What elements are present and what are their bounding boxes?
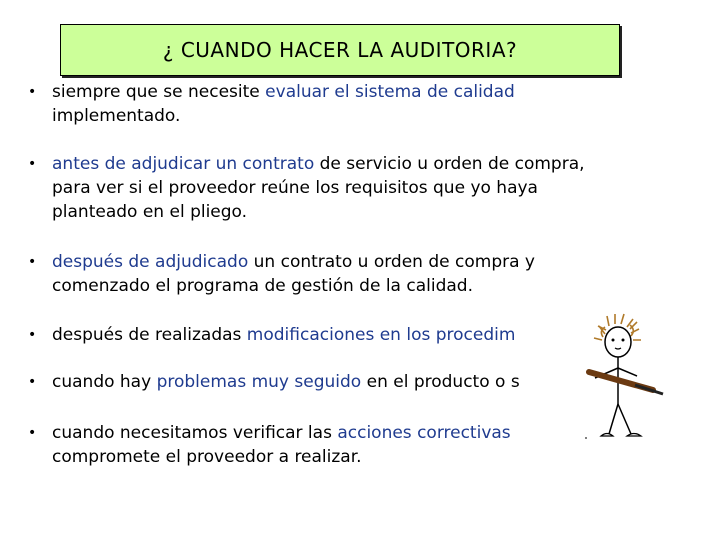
bullet-highlight-segment: modificaciones en los procedim (246, 325, 516, 345)
bullet-continuation: planteado en el pliego. (52, 202, 248, 222)
bullet-icon: • (28, 84, 37, 100)
bullet-continuation: comenzado el programa de gestión de la calidad. (52, 276, 473, 296)
bullet-continuation: implementado. (52, 106, 181, 126)
bullet-text-segment: después de realizadas (52, 325, 247, 345)
bullet-text-segment: un contrato u orden de compra y (248, 252, 535, 272)
bullet-text-segment: cuando necesitamos verificar las (52, 423, 338, 443)
bullet-icon: • (28, 425, 37, 441)
bullet-highlight-segment: evaluar el sistema de calidad (265, 82, 515, 102)
page-title: ¿ CUANDO HACER LA AUDITORIA? (162, 38, 518, 62)
bullet-icon: • (28, 254, 37, 270)
bullet-highlight-segment: acciones correctivas (337, 423, 511, 443)
bullet-text-segment: cuando hay (52, 372, 157, 392)
bullet-icon: • (28, 374, 37, 390)
bullet-icon: • (28, 327, 37, 343)
bullet-text-segment: en el producto o s (361, 372, 520, 392)
bullet-text-segment: de servicio u orden de compra, (314, 154, 585, 174)
title-box (60, 24, 620, 76)
stick-figure-with-rifle-icon (575, 312, 670, 444)
bullet-text-segment: siempre que se necesite (52, 82, 266, 102)
bullet-continuation: para ver si el proveedor reúne los requisitos que yo haya (52, 178, 538, 198)
bullet-icon: • (28, 156, 37, 172)
bullet-continuation: compromete el proveedor a realizar. (52, 447, 362, 467)
bullet-highlight-segment: problemas muy seguido (156, 372, 362, 392)
bullet-highlight-segment: después de adjudicado (52, 252, 249, 272)
bullet-highlight-segment: antes de adjudicar un contrato (52, 154, 315, 174)
